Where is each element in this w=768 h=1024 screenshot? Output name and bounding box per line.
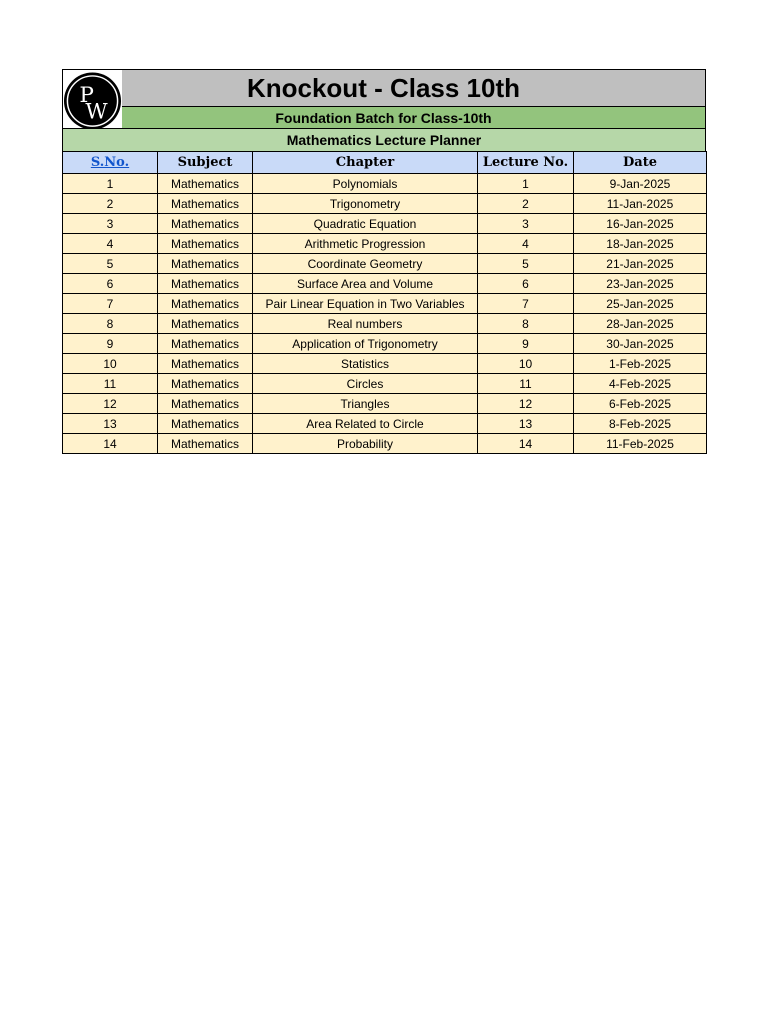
cell-date: 23-Jan-2025	[574, 274, 707, 294]
cell-lecture: 14	[478, 434, 574, 454]
cell-lecture: 3	[478, 214, 574, 234]
table-row	[63, 274, 707, 294]
cell-lecture: 8	[478, 314, 574, 334]
sheet-header	[62, 69, 706, 151]
table-header-row	[63, 152, 707, 174]
cell-chapter: Surface Area and Volume	[253, 274, 478, 294]
column-header-subject: Subject	[158, 152, 253, 174]
cell-chapter: Trigonometry	[253, 194, 478, 214]
planner-subtitle	[62, 128, 706, 151]
table-row	[63, 414, 707, 434]
cell-subject: Mathematics	[158, 414, 253, 434]
cell-sno: 13	[63, 414, 158, 434]
cell-chapter: Area Related to Circle	[253, 414, 478, 434]
cell-subject: Mathematics	[158, 254, 253, 274]
cell-chapter: Quadratic Equation	[253, 214, 478, 234]
table-row	[63, 254, 707, 274]
cell-chapter: Application of Trigonometry	[253, 334, 478, 354]
table-row	[63, 374, 707, 394]
table-row	[63, 194, 707, 214]
cell-date: 11-Jan-2025	[574, 194, 707, 214]
cell-subject: Mathematics	[158, 234, 253, 254]
cell-lecture: 4	[478, 234, 574, 254]
pw-logo	[62, 69, 122, 131]
cell-sno: 12	[63, 394, 158, 414]
cell-sno: 5	[63, 254, 158, 274]
cell-lecture: 11	[478, 374, 574, 394]
table-row	[63, 334, 707, 354]
batch-subtitle-text: Foundation Batch for Class-10th	[275, 109, 492, 126]
cell-date: 8-Feb-2025	[574, 414, 707, 434]
table-row	[63, 314, 707, 334]
cell-date: 9-Jan-2025	[574, 174, 707, 194]
cell-sno: 3	[63, 214, 158, 234]
batch-subtitle	[122, 106, 706, 128]
cell-chapter: Triangles	[253, 394, 478, 414]
cell-sno: 6	[63, 274, 158, 294]
table-row	[63, 174, 707, 194]
column-header-sno[interactable]: S.No.	[63, 152, 158, 174]
cell-sno: 11	[63, 374, 158, 394]
cell-date: 28-Jan-2025	[574, 314, 707, 334]
planner-subtitle-text: Mathematics Lecture Planner	[286, 132, 482, 148]
cell-subject: Mathematics	[158, 434, 253, 454]
cell-subject: Mathematics	[158, 294, 253, 314]
cell-date: 1-Feb-2025	[574, 354, 707, 374]
cell-chapter: Pair Linear Equation in Two Variables	[253, 294, 478, 314]
cell-date: 4-Feb-2025	[574, 374, 707, 394]
cell-sno: 10	[63, 354, 158, 374]
cell-chapter: Real numbers	[253, 314, 478, 334]
cell-lecture: 5	[478, 254, 574, 274]
cell-subject: Mathematics	[158, 314, 253, 334]
cell-chapter: Coordinate Geometry	[253, 254, 478, 274]
cell-date: 11-Feb-2025	[574, 434, 707, 454]
cell-subject: Mathematics	[158, 214, 253, 234]
cell-lecture: 9	[478, 334, 574, 354]
table-row	[63, 294, 707, 314]
cell-date: 25-Jan-2025	[574, 294, 707, 314]
cell-chapter: Arithmetic Progression	[253, 234, 478, 254]
cell-chapter: Statistics	[253, 354, 478, 374]
cell-lecture: 6	[478, 274, 574, 294]
cell-chapter: Circles	[253, 374, 478, 394]
cell-lecture: 7	[478, 294, 574, 314]
cell-subject: Mathematics	[158, 194, 253, 214]
cell-subject: Mathematics	[158, 174, 253, 194]
column-header-lecture: Lecture No.	[478, 152, 574, 174]
column-header-chapter: Chapter	[253, 152, 478, 174]
cell-sno: 2	[63, 194, 158, 214]
svg-text:P: P	[79, 82, 94, 108]
cell-subject: Mathematics	[158, 354, 253, 374]
table-row	[63, 214, 707, 234]
table-row	[63, 234, 707, 254]
cell-lecture: 13	[478, 414, 574, 434]
cell-lecture: 2	[478, 194, 574, 214]
cell-chapter: Probability	[253, 434, 478, 454]
cell-subject: Mathematics	[158, 374, 253, 394]
pw-logo-icon	[63, 71, 122, 131]
table-row	[63, 354, 707, 374]
cell-date: 21-Jan-2025	[574, 254, 707, 274]
cell-lecture: 1	[478, 174, 574, 194]
cell-subject: Mathematics	[158, 334, 253, 354]
cell-sno: 7	[63, 294, 158, 314]
cell-date: 18-Jan-2025	[574, 234, 707, 254]
cell-sno: 14	[63, 434, 158, 454]
cell-date: 16-Jan-2025	[574, 214, 707, 234]
cell-sno: 4	[63, 234, 158, 254]
cell-sno: 9	[63, 334, 158, 354]
page-title	[122, 69, 706, 106]
table-row	[63, 394, 707, 414]
cell-sno: 8	[63, 314, 158, 334]
cell-date: 6-Feb-2025	[574, 394, 707, 414]
cell-sno: 1	[63, 174, 158, 194]
page-title-text: Knockout - Class 10th	[246, 72, 521, 103]
lecture-table	[62, 151, 707, 454]
cell-subject: Mathematics	[158, 274, 253, 294]
cell-subject: Mathematics	[158, 394, 253, 414]
column-header-date: Date	[574, 152, 707, 174]
table-row	[63, 434, 707, 454]
cell-lecture: 10	[478, 354, 574, 374]
cell-lecture: 12	[478, 394, 574, 414]
svg-text:W: W	[85, 99, 108, 125]
cell-chapter: Polynomials	[253, 174, 478, 194]
cell-date: 30-Jan-2025	[574, 334, 707, 354]
table-body	[63, 174, 707, 454]
lecture-planner-sheet	[62, 69, 706, 454]
